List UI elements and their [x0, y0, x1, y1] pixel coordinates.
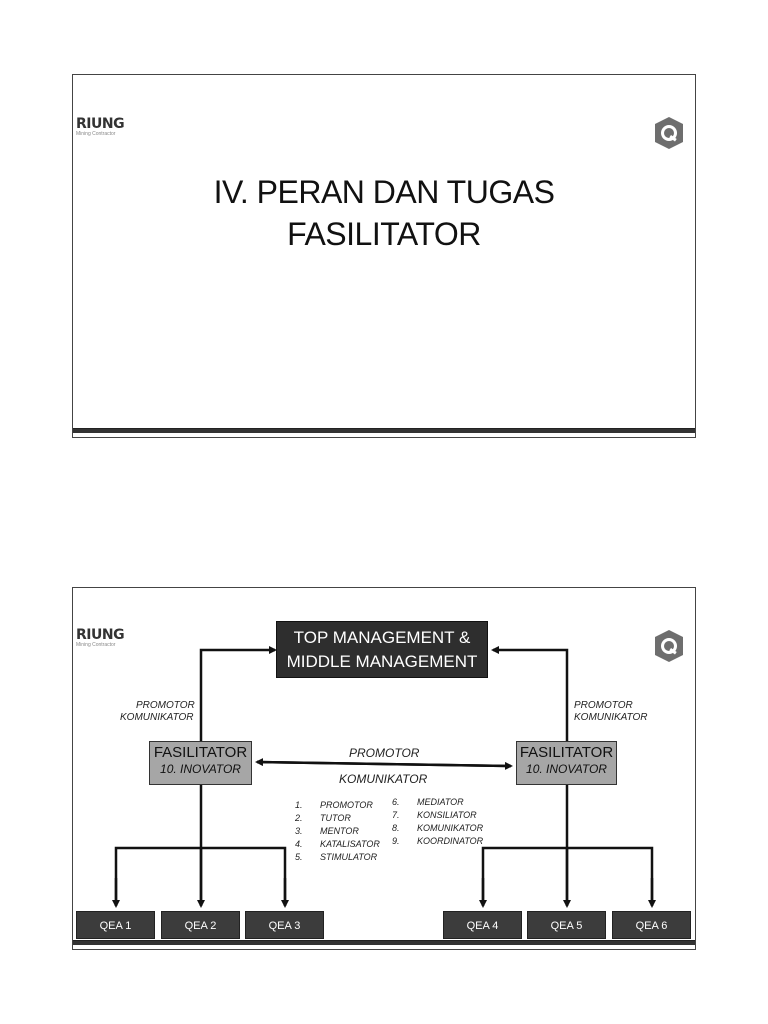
logo-name: RIUNG: [76, 627, 125, 643]
list-item: 1. PROMOTOR: [295, 800, 373, 810]
qea-5-box: QEA 5: [527, 911, 606, 939]
footer-bar: [73, 940, 696, 945]
list-item: 9. KOORDINATOR: [392, 836, 484, 846]
fasilitator-right-subtitle: 10. INOVATOR: [526, 762, 607, 776]
qea-3-box: QEA 3: [245, 911, 324, 939]
slide-1: [72, 74, 696, 438]
roles-list-right: [392, 796, 483, 848]
list-item: 4. KATALISATOR: [295, 839, 380, 849]
fasilitator-right-box: [516, 741, 617, 785]
middle-label-line-1: PROMOTOR: [349, 746, 420, 760]
list-item: 7. KONSILIATOR: [392, 810, 477, 820]
logo-tagline: Mining Contractor: [76, 642, 116, 648]
qea-1-box: QEA 1: [76, 911, 155, 939]
title-line-2: FASILITATOR: [287, 216, 481, 252]
slide-title: [73, 171, 695, 255]
fasilitator-right-title: FASILITATOR: [519, 744, 614, 761]
list-item: 5. STIMULATOR: [295, 852, 378, 862]
connector-left-to-top: [201, 650, 275, 742]
fasilitator-left-box: [149, 741, 252, 785]
logo-name: RIUNG: [76, 116, 125, 132]
title-line-1: IV. PERAN DAN TUGAS: [213, 174, 555, 210]
logo-tagline: Mining Contractor: [76, 131, 116, 137]
q-hexagon-badge-icon: [653, 116, 685, 150]
right-label-line-1: PROMOTOR: [574, 700, 633, 711]
footer-bar: [73, 428, 696, 433]
left-label-line-1: PROMOTOR: [136, 700, 195, 711]
top-box-line-2: MIDDLE MANAGEMENT: [286, 652, 478, 671]
qea-2-box: QEA 2: [161, 911, 240, 939]
roles-list-left: [295, 799, 380, 864]
qea-4-box: QEA 4: [443, 911, 522, 939]
top-management-box: [276, 621, 488, 678]
right-label-line-2: KOMUNIKATOR: [574, 712, 648, 723]
right-arrow-label: [574, 700, 648, 724]
left-label-line-2: KOMUNIKATOR: [120, 712, 194, 723]
top-box-line-1: TOP MANAGEMENT &: [293, 628, 471, 647]
list-item: 8. KOMUNIKATOR: [392, 823, 484, 833]
list-item: 2. TUTOR: [295, 813, 351, 823]
middle-label-line-2: KOMUNIKATOR: [339, 772, 428, 786]
slide-2: [72, 587, 696, 950]
connector-right-to-top: [493, 650, 567, 742]
list-item: 6. MEDIATOR: [392, 797, 464, 807]
fasilitator-left-subtitle: 10. INOVATOR: [160, 762, 241, 776]
qea-6-box: QEA 6: [612, 911, 691, 939]
fasilitator-left-title: FASILITATOR: [153, 744, 248, 761]
riung-logo: [76, 117, 124, 137]
list-item: 3. MENTOR: [295, 826, 359, 836]
left-arrow-label: [120, 700, 195, 724]
